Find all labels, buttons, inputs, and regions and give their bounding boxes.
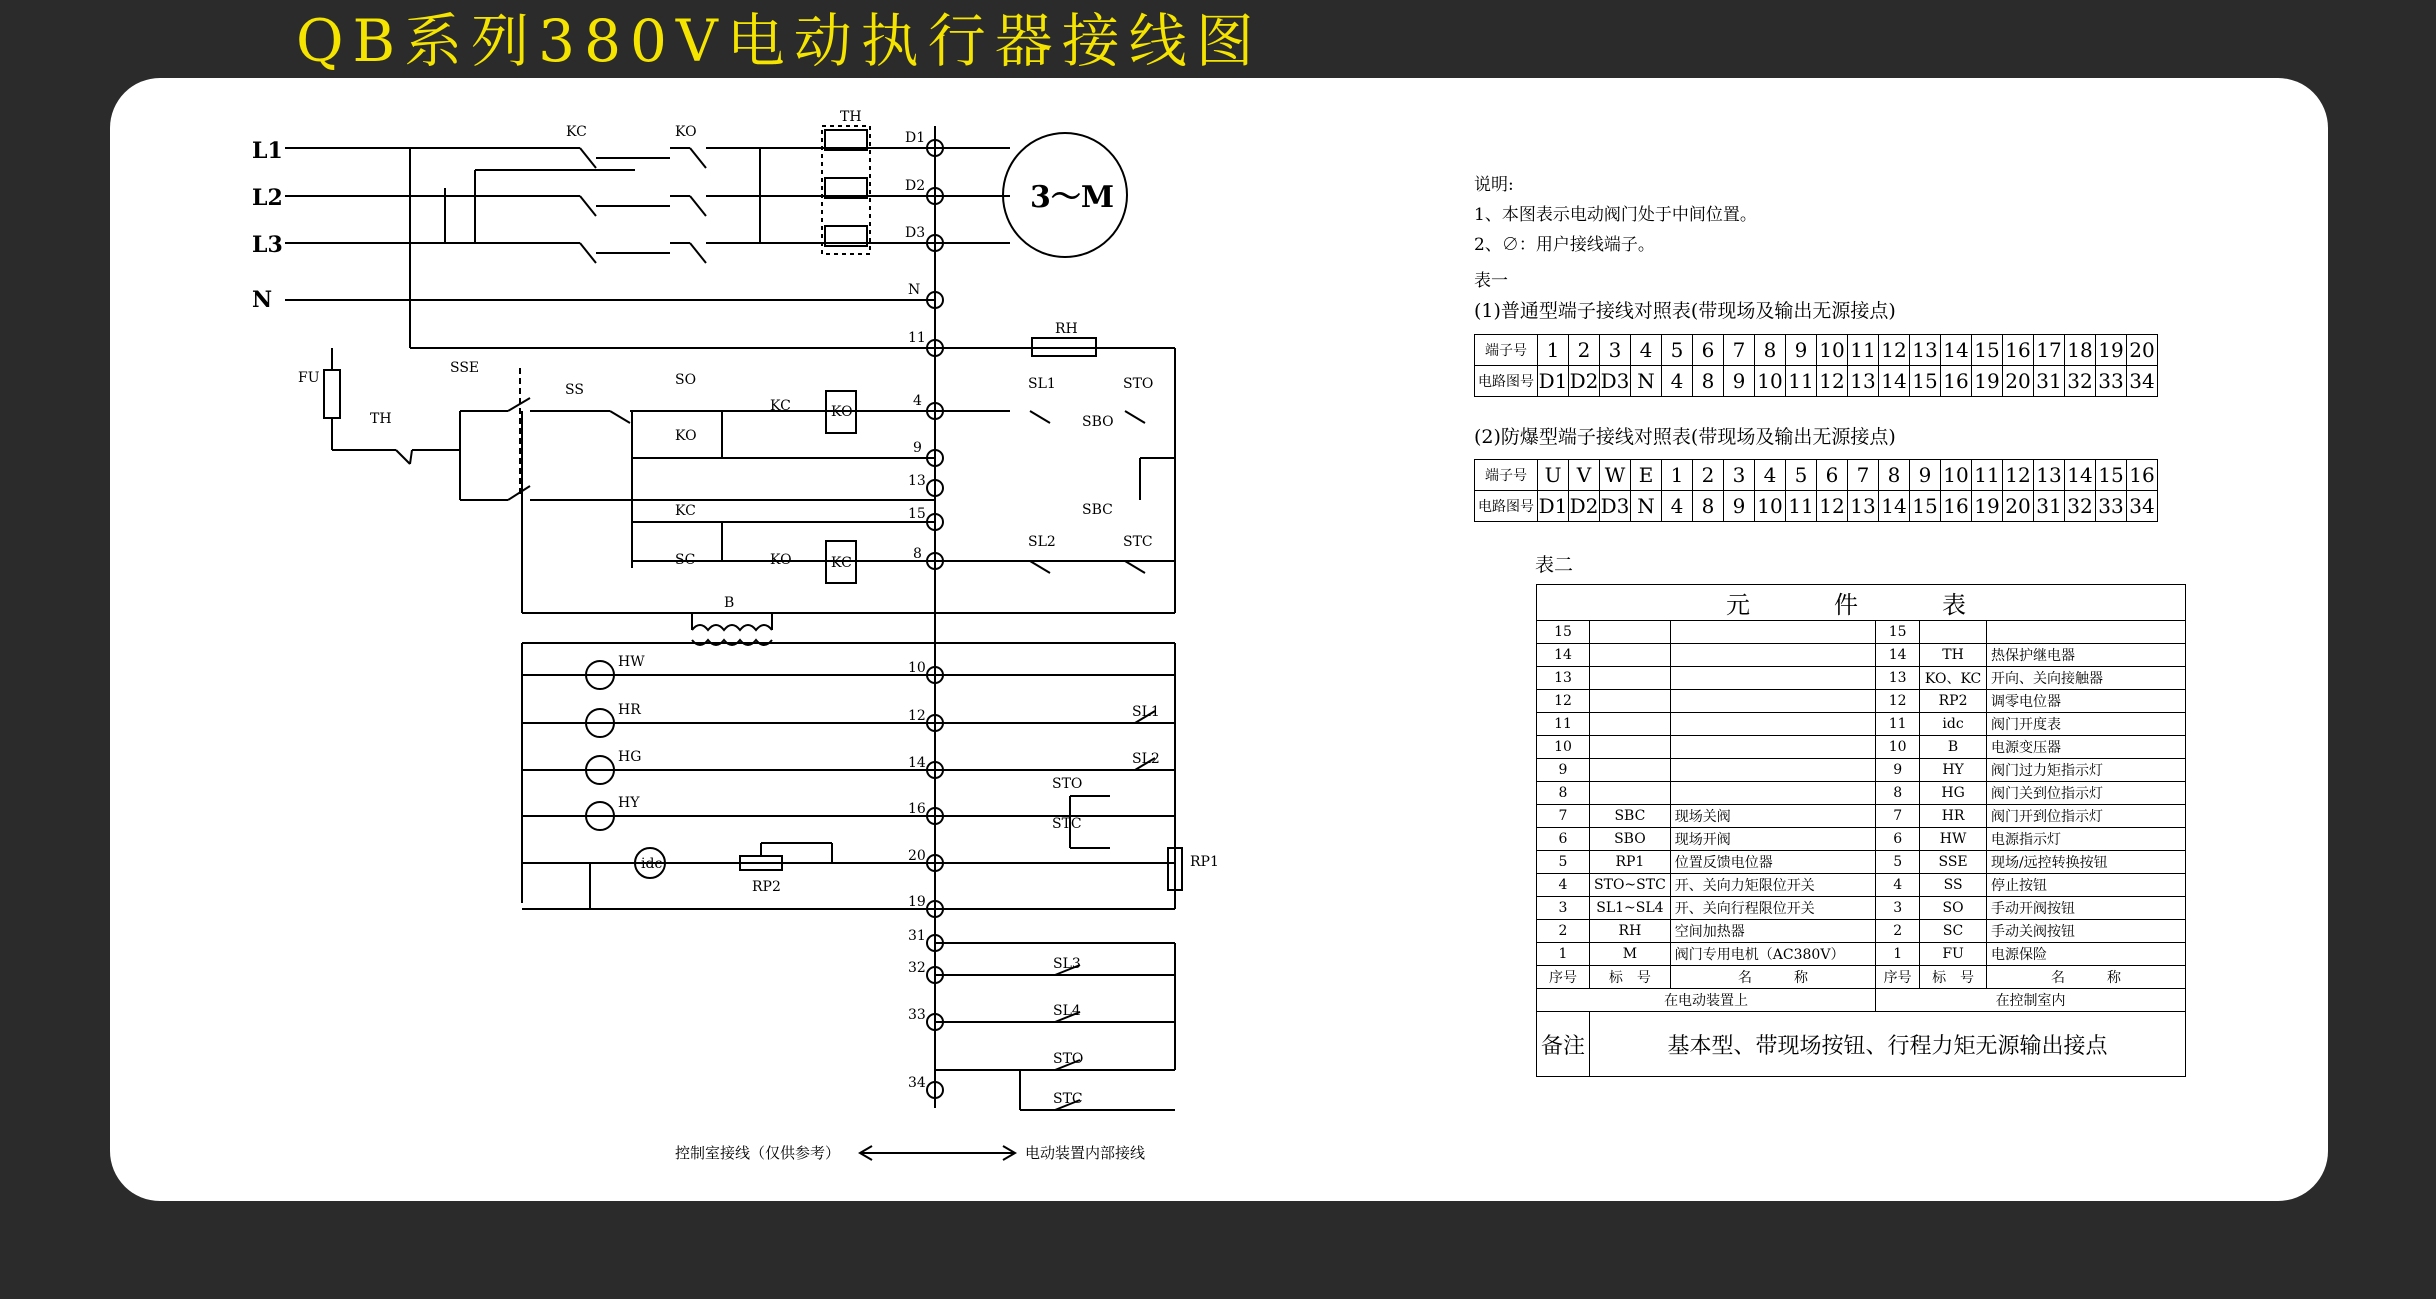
table-cell: 6 [1537, 828, 1590, 851]
sto-label: STO [1123, 376, 1154, 392]
notes-line-1: 1、本图表示电动阀门处于中间位置。 [1474, 205, 1757, 225]
table-cell: HR [1920, 805, 1987, 828]
terminal-label: 4 [913, 393, 922, 409]
table-cell [1670, 736, 1875, 759]
phase-l2-label: L2 [252, 185, 283, 211]
table-cell: 阀门过力矩指示灯 [1986, 759, 2185, 782]
table-cell: 14 [1941, 335, 1972, 366]
table-cell: 20 [2127, 335, 2158, 366]
table-cell: 2 [1693, 460, 1724, 491]
table-cell: 34 [2127, 366, 2158, 397]
table-row [1475, 460, 2158, 491]
table-cell: 9 [1724, 366, 1755, 397]
terminal-label: 32 [908, 960, 926, 976]
neutral-label: N [252, 287, 273, 313]
table-cell: 9 [1786, 335, 1817, 366]
table-cell: 7 [1848, 460, 1879, 491]
notes-block [1474, 170, 1757, 296]
footer-control-room: 控制室接线（仅供参考） [675, 1144, 841, 1162]
table-cell: 3 [1537, 897, 1590, 920]
table-cell: 5 [1876, 851, 1920, 874]
terminal-label: N [908, 282, 921, 298]
lamp-hw-label: HW [618, 654, 645, 670]
lamp-hy-label: HY [618, 795, 640, 811]
table-row [1537, 1012, 2186, 1077]
terminal-label: 31 [908, 928, 926, 944]
table-cell: 13 [1848, 491, 1879, 522]
fuse-label: FU [298, 370, 320, 386]
table-cell [1670, 713, 1875, 736]
terminal-label: 12 [908, 708, 926, 724]
table-header: 标 号 [1590, 966, 1671, 989]
table-cell: 手动关阀按钮 [1986, 920, 2185, 943]
table-cell: 7 [1876, 805, 1920, 828]
sto-out2-label: STO [1053, 1051, 1084, 1067]
table-cell: TH [1920, 644, 1987, 667]
table-cell: 阀门关到位指示灯 [1986, 782, 2185, 805]
table-cell: HY [1920, 759, 1987, 782]
ko-label: KO [675, 124, 697, 140]
table-cell [1590, 713, 1671, 736]
table-cell: N [1631, 366, 1662, 397]
table-cell: 1 [1662, 460, 1693, 491]
table-cell: 11 [1786, 491, 1817, 522]
component-table-title: 元 件 表 [1537, 585, 2186, 621]
table-cell: 阀门开度表 [1986, 713, 2185, 736]
table-row [1537, 585, 2186, 621]
table-cell: 9 [1537, 759, 1590, 782]
table-cell: 8 [1693, 366, 1724, 397]
transformer-label: B [724, 595, 735, 611]
remark-text: 基本型、带现场按钮、行程力矩无源输出接点 [1590, 1012, 2186, 1077]
table-cell: 停止按钮 [1986, 874, 2185, 897]
table-cell: 8 [1876, 782, 1920, 805]
table-cell: 10 [1876, 736, 1920, 759]
table-row [1537, 690, 2186, 713]
table-cell: 15 [1972, 335, 2003, 366]
table-cell [1590, 621, 1671, 644]
table-cell: 12 [1537, 690, 1590, 713]
table-cell: 9 [1724, 491, 1755, 522]
rp2-label: RP2 [752, 879, 781, 895]
table-cell [1590, 644, 1671, 667]
table-row [1537, 713, 2186, 736]
table-cell: 9 [1876, 759, 1920, 782]
table-header: 端子号 [1475, 460, 1538, 491]
table-cell: 4 [1662, 366, 1693, 397]
table-cell: 开、关向力矩限位开关 [1670, 874, 1875, 897]
rp1-label: RP1 [1190, 854, 1219, 870]
table-cell [1670, 621, 1875, 644]
table-cell [1670, 759, 1875, 782]
table-cell: RP1 [1590, 851, 1671, 874]
sl1-label: SL1 [1028, 376, 1056, 392]
table-cell: 13 [2034, 460, 2065, 491]
footer-internal: 电动装置内部接线 [1025, 1144, 1146, 1162]
table-cell: 1 [1538, 335, 1569, 366]
table-header: 名 称 [1986, 966, 2185, 989]
table-cell [1670, 644, 1875, 667]
table-header: 端子号 [1475, 335, 1538, 366]
table-row [1475, 366, 2158, 397]
table-cell: 34 [2127, 491, 2158, 522]
lamp-hg-label: HG [618, 749, 642, 765]
table-row [1537, 736, 2186, 759]
table-header: 标 号 [1920, 966, 1987, 989]
table-row [1537, 897, 2186, 920]
table-cell: 12 [1876, 690, 1920, 713]
table-cell: 11 [1876, 713, 1920, 736]
table-cell: D1 [1538, 366, 1569, 397]
table-cell: D1 [1538, 491, 1569, 522]
wiring-schematic [110, 78, 1410, 1201]
table-row [1537, 805, 2186, 828]
table-cell: 14 [1876, 644, 1920, 667]
table-cell: 现场关阀 [1670, 805, 1875, 828]
terminal-label: 9 [913, 440, 922, 456]
table-cell: 4 [1631, 335, 1662, 366]
table-cell: 14 [2065, 460, 2096, 491]
table-cell: D3 [1600, 366, 1631, 397]
table-cell: HG [1920, 782, 1987, 805]
terminal-label: 34 [908, 1075, 926, 1091]
table-cell: 11 [1786, 366, 1817, 397]
table-row [1537, 966, 2186, 989]
table-cell: 电源保险 [1986, 943, 2185, 966]
stc-label: STC [1123, 534, 1153, 550]
table-cell: 15 [2096, 460, 2127, 491]
kc-aux-label: KC [770, 398, 791, 414]
table-row [1537, 621, 2186, 644]
table-cell: V [1569, 460, 1600, 491]
table-cell: 7 [1724, 335, 1755, 366]
table-cell: 4 [1876, 874, 1920, 897]
table-cell: B [1920, 736, 1987, 759]
table-cell: 19 [1972, 491, 2003, 522]
table-cell: STO~STC [1590, 874, 1671, 897]
table-cell: 5 [1786, 460, 1817, 491]
table-cell: 10 [1755, 491, 1786, 522]
kc-coil-label: KC [831, 555, 852, 571]
component-table [1536, 584, 2186, 1077]
table-cell: 2 [1569, 335, 1600, 366]
table-cell: SBC [1590, 805, 1671, 828]
table-row [1537, 920, 2186, 943]
table-cell: D3 [1600, 491, 1631, 522]
terminal-label: D3 [905, 225, 926, 241]
table-cell: FU [1920, 943, 1987, 966]
table-cell: 10 [1537, 736, 1590, 759]
table-cell: 12 [1817, 491, 1848, 522]
table-cell: 位置反馈电位器 [1670, 851, 1875, 874]
table-cell: 15 [1910, 366, 1941, 397]
table1-explosion-proof [1474, 459, 2158, 522]
table-cell: 现场/远控转换按钮 [1986, 851, 2185, 874]
sl3-label: SL3 [1053, 956, 1081, 972]
ko-aux-label: KO [675, 428, 697, 444]
ko-aux2-label: KO [770, 552, 792, 568]
table-cell: SL1~SL4 [1590, 897, 1671, 920]
table-cell: 1 [1876, 943, 1920, 966]
table2-label: 表二 [1535, 554, 1574, 576]
table-row [1537, 667, 2186, 690]
table-cell: 开、关向行程限位开关 [1670, 897, 1875, 920]
table-cell: 12 [1817, 366, 1848, 397]
table-cell: 3 [1724, 460, 1755, 491]
table-cell: 8 [1537, 782, 1590, 805]
stc-out-label: STC [1052, 816, 1082, 832]
table-cell: 16 [1941, 491, 1972, 522]
table-cell: 17 [2034, 335, 2065, 366]
table-row [1475, 491, 2158, 522]
sbc-label: SBC [1082, 502, 1113, 518]
table-cell: 10 [1817, 335, 1848, 366]
table-cell: 10 [1941, 460, 1972, 491]
table-cell: U [1538, 460, 1569, 491]
kc-label: KC [566, 124, 587, 140]
table-cell: 13 [1537, 667, 1590, 690]
table-cell [1670, 690, 1875, 713]
table-row [1537, 644, 2186, 667]
table-cell: 12 [1879, 335, 1910, 366]
table-cell: 33 [2096, 366, 2127, 397]
ss-label: SS [565, 382, 584, 398]
table-cell: 15 [1910, 491, 1941, 522]
table-cell: 4 [1537, 874, 1590, 897]
table-cell: D2 [1569, 491, 1600, 522]
table-cell: 16 [2127, 460, 2158, 491]
table-cell [1590, 759, 1671, 782]
terminal-label: 11 [908, 330, 926, 346]
table-cell: 14 [1537, 644, 1590, 667]
table-cell: 33 [2096, 491, 2127, 522]
table-cell: 10 [1755, 366, 1786, 397]
table-row [1475, 335, 2158, 366]
table-cell [1986, 621, 2185, 644]
table-cell: 开向、关向接触器 [1986, 667, 2185, 690]
table-cell: 6 [1876, 828, 1920, 851]
table-cell [1670, 782, 1875, 805]
terminal-label: D2 [905, 178, 926, 194]
table-cell: 19 [1972, 366, 2003, 397]
table-cell: E [1631, 460, 1662, 491]
table-cell: W [1600, 460, 1631, 491]
lamp-hr-label: HR [618, 702, 641, 718]
table-cell: 32 [2065, 491, 2096, 522]
terminal-label: 20 [908, 848, 926, 864]
table-cell [1590, 736, 1671, 759]
table-cell: 1 [1537, 943, 1590, 966]
terminal-label: 16 [908, 801, 926, 817]
table-row [1537, 828, 2186, 851]
table-cell: RH [1590, 920, 1671, 943]
sbo-label: SBO [1082, 414, 1114, 430]
table-cell: HW [1920, 828, 1987, 851]
table-cell: SS [1920, 874, 1987, 897]
table-cell: 14 [1879, 366, 1910, 397]
table-row [1537, 989, 2186, 1012]
th-power-label: TH [840, 109, 862, 125]
table-cell [1590, 690, 1671, 713]
table-cell: 手动开阀按钮 [1986, 897, 2185, 920]
table-cell: 15 [1876, 621, 1920, 644]
table-row [1537, 759, 2186, 782]
table-cell: 14 [1879, 491, 1910, 522]
table-row [1537, 782, 2186, 805]
table1-ex-caption: (2)防爆型端子接线对照表(带现场及输出无源接点) [1474, 426, 1896, 448]
terminal-label: 33 [908, 1007, 926, 1023]
table-cell: M [1590, 943, 1671, 966]
table-header: 序号 [1876, 966, 1920, 989]
table-cell: 热保护继电器 [1986, 644, 2185, 667]
table-cell: 3 [1600, 335, 1631, 366]
phase-l3-label: L3 [252, 232, 283, 258]
table-cell: SSE [1920, 851, 1987, 874]
table-cell: 6 [1817, 460, 1848, 491]
table-cell: D2 [1569, 366, 1600, 397]
remark-label: 备注 [1537, 1012, 1590, 1077]
table-cell: 11 [1537, 713, 1590, 736]
table-cell [1920, 621, 1987, 644]
table-cell: 8 [1693, 491, 1724, 522]
table-cell: 5 [1537, 851, 1590, 874]
table1-normal [1474, 334, 2158, 397]
table-cell: 16 [1941, 366, 1972, 397]
table-cell: 8 [1755, 335, 1786, 366]
table-cell: 13 [1910, 335, 1941, 366]
table-cell: 31 [2034, 491, 2065, 522]
terminal-label: 19 [908, 894, 926, 910]
motor-label: 3～M [1030, 180, 1115, 215]
table-cell: 阀门开到位指示灯 [1986, 805, 2185, 828]
location-device: 在电动装置上 [1537, 989, 1876, 1012]
sl1-out-label: SL1 [1132, 704, 1160, 720]
ko-coil-label: KO [831, 404, 853, 420]
table-cell: KO、KC [1920, 667, 1987, 690]
page-title: QB系列380V电动执行器接线图 [296, 7, 1263, 75]
component-rows [1537, 621, 2186, 966]
phase-l1-label: L1 [252, 138, 283, 164]
notes-heading: 说明: [1474, 175, 1514, 195]
table-header: 序号 [1537, 966, 1590, 989]
idc-label: idc [641, 856, 663, 872]
table-cell: 电源变压器 [1986, 736, 2185, 759]
table-cell: 20 [2003, 366, 2034, 397]
terminal-label: 14 [908, 755, 926, 771]
table-cell: 20 [2003, 491, 2034, 522]
table-cell: idc [1920, 713, 1987, 736]
table-row [1537, 851, 2186, 874]
so-label: SO [675, 372, 697, 388]
terminal-label: D1 [905, 130, 926, 146]
table-cell: N [1631, 491, 1662, 522]
table-cell: 11 [1848, 335, 1879, 366]
power-lines [285, 126, 1182, 1110]
sc-label: SC [675, 552, 696, 568]
table-row [1537, 874, 2186, 897]
table-cell: 2 [1537, 920, 1590, 943]
sto-out-label: STO [1052, 776, 1083, 792]
kc-aux2-label: KC [675, 503, 696, 519]
table-cell: 电源指示灯 [1986, 828, 2185, 851]
table-cell: 13 [1876, 667, 1920, 690]
table1-label: 表一 [1474, 271, 1508, 291]
table-cell [1670, 667, 1875, 690]
sse-label: SSE [450, 360, 480, 376]
table-cell: 3 [1876, 897, 1920, 920]
table-cell: RP2 [1920, 690, 1987, 713]
table-cell: 空间加热器 [1670, 920, 1875, 943]
sl4-label: SL4 [1053, 1003, 1081, 1019]
th-label: TH [370, 411, 392, 427]
table-cell: 12 [2003, 460, 2034, 491]
table-cell: 6 [1693, 335, 1724, 366]
table-cell: 15 [1537, 621, 1590, 644]
table-cell: SC [1920, 920, 1987, 943]
table-cell: 2 [1876, 920, 1920, 943]
table-header: 电路图号 [1475, 491, 1538, 522]
table-cell: 现场开阀 [1670, 828, 1875, 851]
table-cell: 4 [1755, 460, 1786, 491]
table-cell: 19 [2096, 335, 2127, 366]
terminal-label: 13 [908, 473, 926, 489]
notes-line-2: 2、∅：用户接线端子。 [1474, 235, 1655, 255]
terminal-label: 10 [908, 660, 926, 676]
table-cell: 5 [1662, 335, 1693, 366]
table-header: 名 称 [1670, 966, 1875, 989]
heater-label: RH [1055, 321, 1078, 337]
sl2-out-label: SL2 [1132, 751, 1160, 767]
table-cell: 11 [1972, 460, 2003, 491]
table-cell [1590, 667, 1671, 690]
table-cell: 16 [2003, 335, 2034, 366]
table-cell: SBO [1590, 828, 1671, 851]
table-cell [1590, 782, 1671, 805]
table-cell: 13 [1848, 366, 1879, 397]
table-cell: 调零电位器 [1986, 690, 2185, 713]
table-row [1537, 943, 2186, 966]
table-cell: 7 [1537, 805, 1590, 828]
table-cell: 9 [1910, 460, 1941, 491]
table1-normal-caption: (1)普通型端子接线对照表(带现场及输出无源接点) [1474, 300, 1896, 322]
terminal-label: 15 [908, 506, 926, 522]
stc-out2-label: STC [1053, 1091, 1083, 1107]
footer-arrow [860, 1146, 1015, 1160]
table-cell: 8 [1879, 460, 1910, 491]
location-control-room: 在控制室内 [1876, 989, 2186, 1012]
table-cell: SO [1920, 897, 1987, 920]
table-cell: 32 [2065, 366, 2096, 397]
terminal-label: 8 [913, 546, 922, 562]
table-cell: 31 [2034, 366, 2065, 397]
sl2-label: SL2 [1028, 534, 1056, 550]
table-cell: 18 [2065, 335, 2096, 366]
table-cell: 4 [1662, 491, 1693, 522]
table-header: 电路图号 [1475, 366, 1538, 397]
table-cell: 阀门专用电机（AC380V） [1670, 943, 1875, 966]
